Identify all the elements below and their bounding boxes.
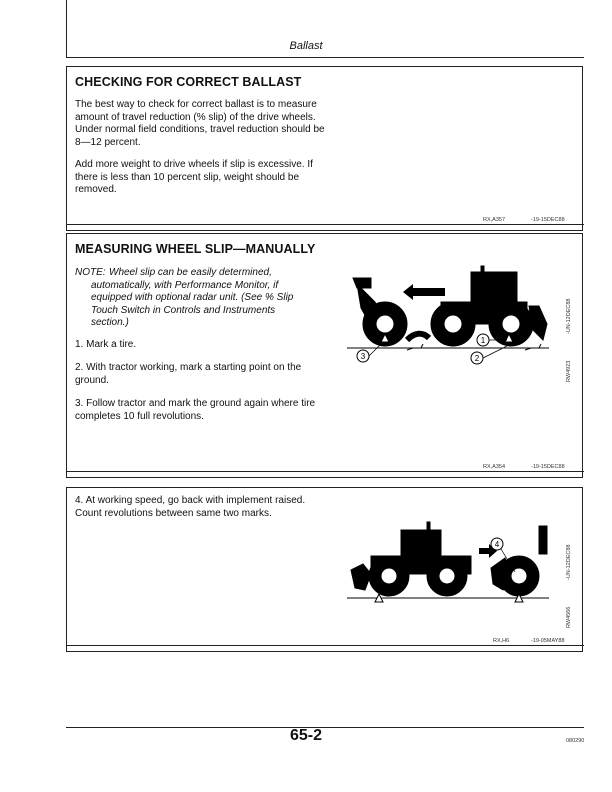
wheel-hub (381, 568, 397, 584)
section-checking-ballast (66, 66, 583, 231)
wheel-hub-right (502, 315, 520, 333)
section-footer-rule (67, 471, 584, 472)
implement-frame (353, 278, 371, 288)
callout-3: 3 (360, 352, 366, 361)
footer-code: 080290 (566, 738, 585, 744)
header-rule (66, 57, 584, 58)
figure-side-id: RW4566 (566, 606, 572, 628)
ref-code: RX,A354 (483, 464, 506, 470)
step-2-line: ground. (75, 374, 109, 386)
section-measuring-wheel-slip (66, 233, 583, 478)
wheel-hub-left (376, 315, 394, 333)
section-heading: CHECKING FOR CORRECT BALLAST (75, 75, 302, 89)
page-number: 65-2 (289, 727, 323, 744)
wheel-hub (511, 568, 527, 584)
rear-implement-frame (539, 526, 547, 554)
callout-1: 1 (480, 336, 486, 345)
ref-code: RX,A357 (483, 217, 506, 223)
paragraph-line: Under normal field conditions, travel reduction should be (75, 124, 325, 135)
note-line: Wheel slip can be easily determined, (109, 267, 272, 278)
front-implement (529, 306, 547, 340)
tractor-exhaust (427, 522, 430, 532)
direction-arrow (403, 284, 445, 300)
ground-mark (407, 344, 423, 350)
note-line: automatically, with Performance Monitor, if (91, 279, 279, 291)
wheel-slip-illustration (343, 262, 553, 374)
ref-date: -19-15DEC88 (531, 217, 565, 223)
paragraph-line: Add more weight to drive wheels if slip is excessive. If (75, 159, 313, 170)
wheel-hub (439, 568, 455, 584)
wheel-hub-front (444, 315, 462, 333)
hitch-arm (407, 334, 429, 340)
figure-side-date: -UN-12DEC88 (566, 298, 572, 334)
section-count-revolutions (66, 487, 583, 652)
section-footer-rule (67, 224, 584, 225)
paragraph-line: The best way to check for correct ballast is to measure (75, 99, 317, 110)
section-heading: MEASURING WHEEL SLIP—MANUALLY (75, 242, 316, 256)
page-header-title: Ballast (289, 40, 323, 52)
paragraph-line: 8—12 percent. (75, 136, 141, 148)
callout-4: 4 (494, 540, 500, 549)
paragraph-line: there is less than 10 percent slip, weight should be (75, 171, 300, 183)
step-4-line: 4. At working speed, go back with implement raised. (75, 495, 306, 506)
figure-side-date: -UN-12DEC88 (566, 544, 572, 580)
paragraph-line: removed. (75, 184, 117, 195)
section-footer-rule (67, 645, 584, 646)
tractor-exhaust (481, 266, 484, 274)
step-4-line: Count revolutions between same two marks. (75, 507, 272, 519)
callout-2: 2 (474, 354, 480, 363)
note-line: section.) (91, 317, 129, 328)
revolution-count-illustration (343, 518, 553, 618)
step-3-line: completes 10 full revolutions. (75, 410, 204, 422)
figure-side-id: RW4923 (566, 360, 572, 382)
ref-date: -19-05MAY88 (531, 638, 565, 644)
callout-leader (369, 344, 381, 356)
step-2-line: 2. With tractor working, mark a starting point on the (75, 362, 302, 373)
note-line: Touch Switch in Controls and Instruments (91, 304, 276, 316)
note-line: equipped with optional radar unit. (See % Slip (91, 292, 294, 303)
tractor-cab (471, 272, 517, 306)
ref-date: -19-15DEC88 (531, 464, 565, 470)
note-label: NOTE: (75, 267, 106, 278)
front-implement (351, 564, 371, 590)
ground-mark (525, 344, 541, 350)
step-3-line: 3. Follow tractor and mark the ground again where tire (75, 398, 316, 409)
paragraph-line: amount of travel reduction (% slip) of the drive wheels. (75, 111, 316, 123)
step-1: 1. Mark a tire. (75, 339, 137, 350)
ref-code: RX,H6 (493, 638, 510, 644)
